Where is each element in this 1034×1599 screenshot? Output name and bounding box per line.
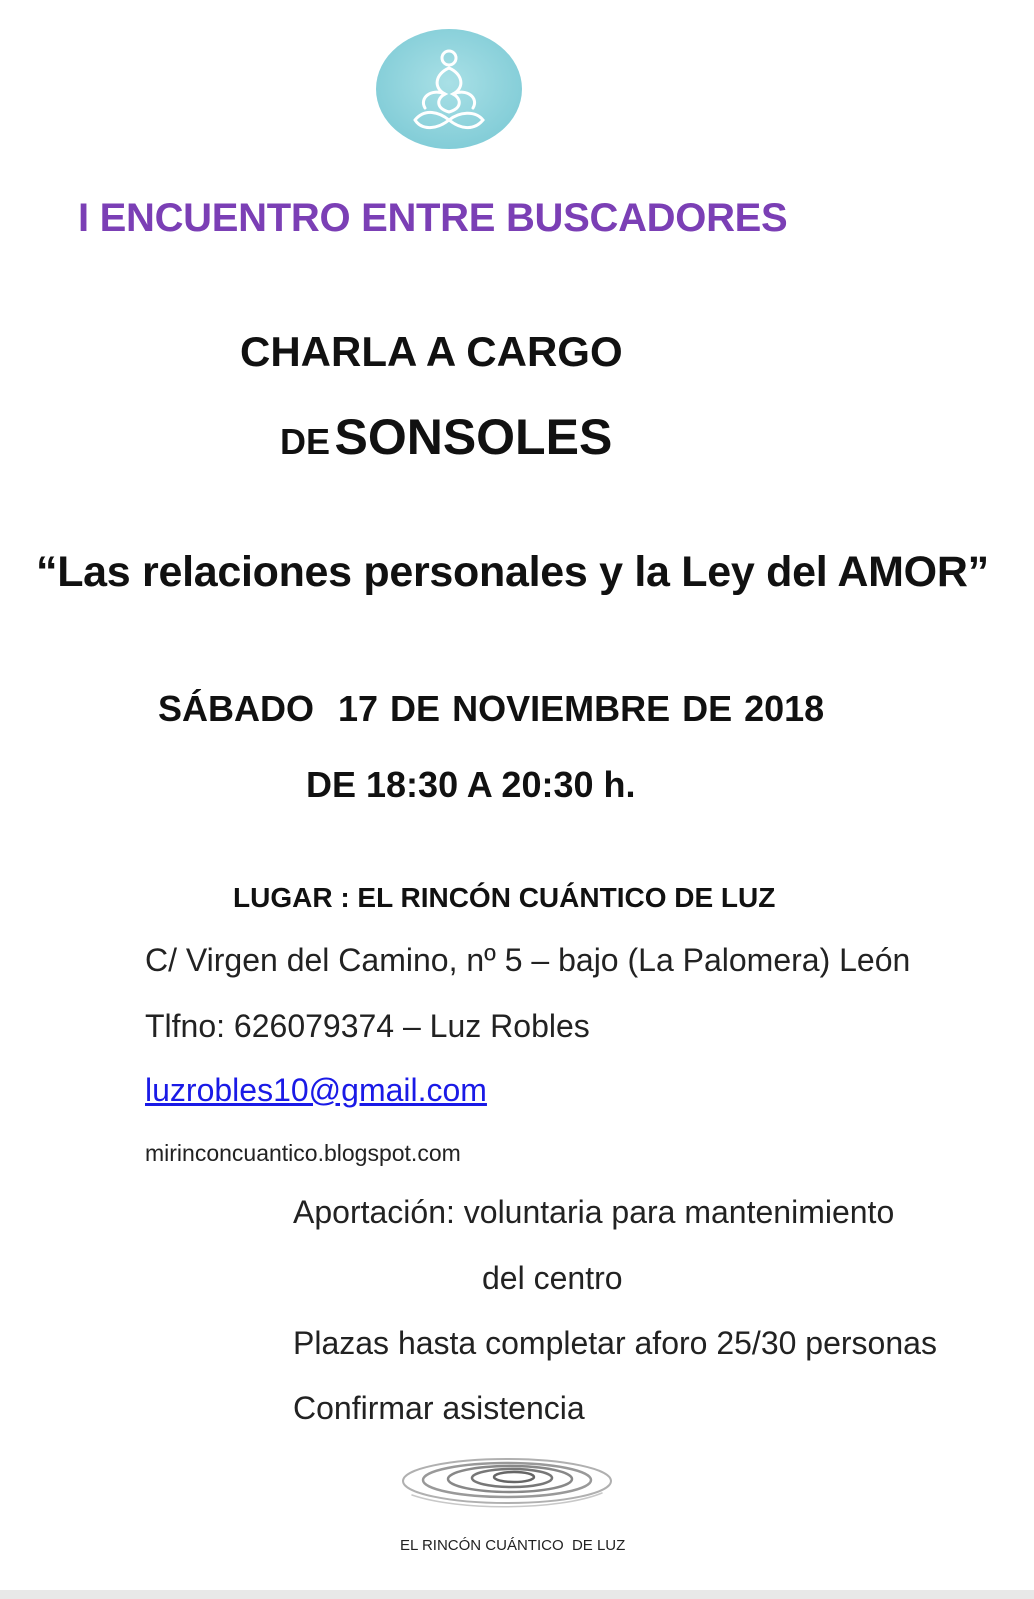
talk-speaker-line bbox=[280, 408, 612, 466]
contact-phone: Tlfno: 626079374 – Luz Robles bbox=[145, 1008, 590, 1044]
talk-line-1: CHARLA A CARGO bbox=[240, 328, 623, 375]
speaker-name: SONSOLES bbox=[334, 409, 613, 465]
contact-email-link[interactable]: luzrobles10@gmail.com bbox=[145, 1072, 487, 1108]
ripple-swirl-icon bbox=[398, 1455, 616, 1517]
meditation-figure-icon bbox=[375, 28, 523, 150]
contribution-line-1: Aportación: voluntaria para mantenimiento bbox=[293, 1194, 895, 1230]
capacity-info: Plazas hasta completar aforo 25/30 personas bbox=[293, 1325, 937, 1361]
footer-brand-name: EL RINCÓN CUÁNTICO DE LUZ bbox=[400, 1537, 626, 1554]
blog-url: mirinconcuantico.blogspot.com bbox=[145, 1140, 461, 1166]
confirm-attendance: Confirmar asistencia bbox=[293, 1390, 585, 1426]
event-date: SÁBADO 17 DE NOVIEMBRE DE 2018 bbox=[158, 688, 825, 729]
contribution-line-2: del centro bbox=[482, 1260, 623, 1296]
venue-name: LUGAR : EL RINCÓN CUÁNTICO DE LUZ bbox=[233, 882, 776, 913]
event-time: DE 18:30 A 20:30 h. bbox=[306, 764, 636, 805]
venue-address: C/ Virgen del Camino, nº 5 – bajo (La Palomera) León bbox=[145, 942, 911, 978]
talk-prefix: DE bbox=[280, 421, 331, 462]
bottom-divider bbox=[0, 1590, 1034, 1599]
talk-topic: “Las relaciones personales y la Ley del AMOR” bbox=[36, 548, 989, 596]
event-title: I ENCUENTRO ENTRE BUSCADORES bbox=[78, 196, 788, 240]
